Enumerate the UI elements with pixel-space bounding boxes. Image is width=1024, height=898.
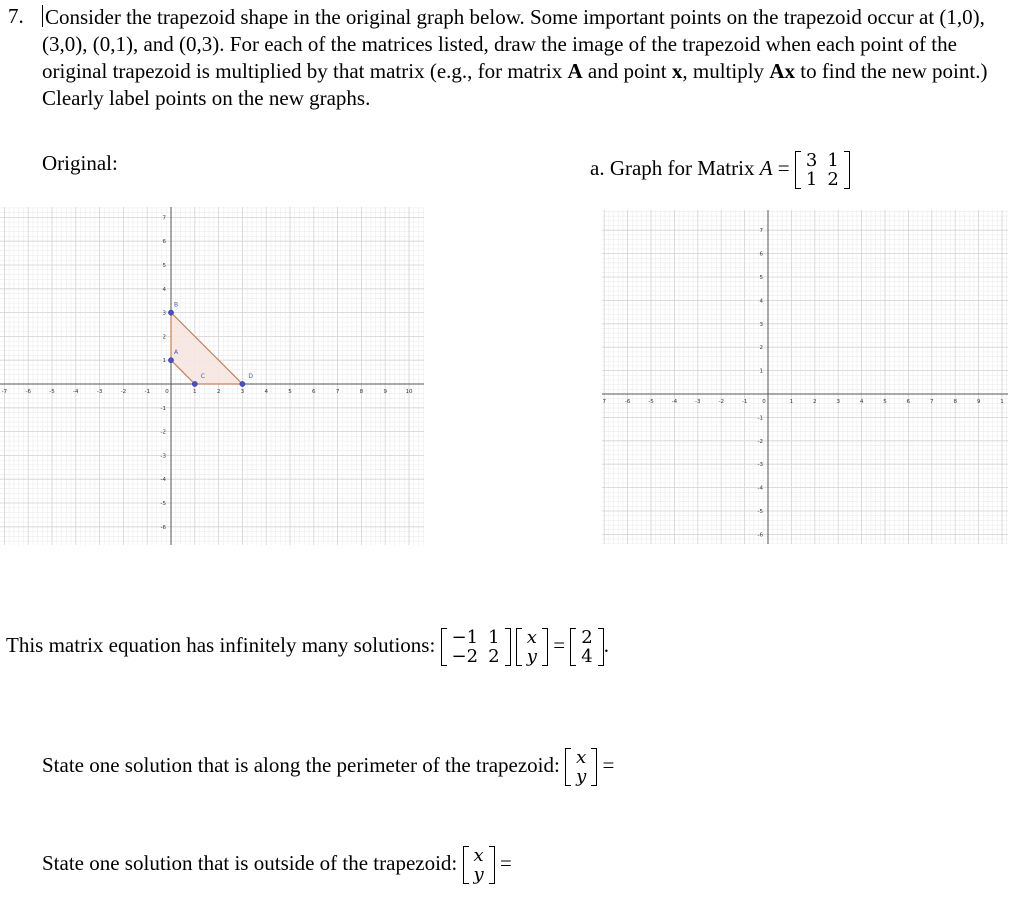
x-tick-label: -2 (120, 389, 127, 395)
coefficient-matrix (441, 628, 511, 666)
x-tick-label: -5 (648, 399, 654, 405)
x-tick-label: 5 (288, 389, 292, 395)
x-tick-label: 6 (312, 389, 316, 395)
y-tick-label: -3 (160, 453, 166, 460)
y-tick-label: 4 (162, 286, 166, 293)
x-tick-label: -1 (741, 399, 748, 405)
part-a-label: a. Graph for Matrix A = 3 1 1 2 (590, 151, 850, 189)
matrix-A-cell: 1 (827, 150, 839, 171)
coefficient-cell: −1 (451, 627, 479, 648)
matrix-A (795, 151, 850, 189)
y-tick-label: -1 (757, 415, 763, 422)
y-tick-label: -2 (160, 429, 166, 436)
matrix-equation-line: This matrix equation has infinitely many solutions: −1 1 −2 2 x y = 2 4 . (6, 627, 609, 667)
y-tick-label: -5 (757, 509, 763, 515)
x-tick-label: 7 (602, 399, 606, 405)
perimeter-solution-prompt: State one solution that is along the perimeter of the trapezoid: x y = (42, 747, 615, 787)
matrix-A-cell: 2 (827, 169, 839, 190)
x-tick-label: 9 (383, 389, 387, 395)
x-tick-label: 4 (264, 389, 268, 395)
y-tick-label: -2 (757, 438, 763, 445)
x-tick-label: 5 (883, 399, 887, 405)
part-a-graph[interactable] (602, 210, 1008, 544)
y-tick-label: -5 (160, 501, 166, 507)
x-tick-label: 6 (906, 399, 911, 405)
point-C (192, 381, 197, 386)
x-tick-label: 4 (859, 399, 864, 405)
point-label-C: C (200, 373, 206, 380)
y-tick-label: -4 (757, 485, 763, 492)
y-tick-label: -6 (160, 524, 166, 531)
y-tick-label: 1 (759, 368, 763, 375)
x-tick-label: -1 (144, 389, 150, 395)
x-tick-label: -4 (73, 389, 79, 395)
major-grid (602, 210, 1008, 544)
y-tick-label: -4 (160, 477, 166, 484)
original-graph (0, 207, 424, 545)
x-tick-label: 2 (813, 399, 817, 405)
x-tick-label: 8 (359, 389, 364, 395)
x-tick-label: 3 (836, 399, 840, 405)
x-tick-label: 1 (193, 389, 197, 395)
x-tick-label: -2 (718, 399, 724, 405)
point-label-A: A (174, 349, 179, 357)
question-number: 7. (8, 4, 24, 28)
x-tick-label: -6 (25, 389, 31, 395)
trapezoid-shape (171, 313, 242, 384)
coefficient-cell: 2 (488, 646, 500, 667)
y-tick-label: 4 (759, 298, 763, 305)
matrix-A-cell: 1 (805, 169, 818, 190)
x-tick-label: -3 (695, 399, 701, 405)
x-tick-label: 3 (240, 389, 245, 395)
x-tick-label: 0 (762, 399, 766, 405)
matrix-A-cell: 3 (805, 150, 818, 171)
y-tick-label: 2 (759, 345, 763, 352)
variable-vector: x y (516, 628, 548, 666)
x-tick-label: 1 (789, 399, 794, 405)
x-tick-label: 0 (165, 389, 169, 395)
point-B (168, 310, 173, 315)
minor-grid (602, 210, 1008, 544)
x-tick-label: -4 (671, 399, 678, 405)
x-tick-label: 10 (405, 389, 413, 395)
rhs-vector: 2 4 (570, 628, 603, 666)
x-tick-label: 7 (335, 389, 340, 395)
perimeter-vector: x y (565, 748, 597, 786)
outside-vector: x y (463, 846, 495, 884)
y-tick-label: 7 (759, 228, 763, 235)
y-tick-label: 5 (759, 275, 763, 281)
coefficient-cell: −2 (451, 646, 479, 667)
y-tick-label: 2 (162, 334, 166, 341)
x-tick-label: -3 (96, 389, 103, 395)
coefficient-cell: 1 (488, 627, 500, 648)
y-tick-label: 5 (162, 263, 166, 269)
x-tick-label: 1 (1000, 399, 1004, 405)
y-tick-label: 6 (162, 239, 166, 246)
y-tick-label: 7 (162, 215, 166, 222)
point-label-D: D (248, 373, 254, 380)
x-tick-label: 9 (976, 399, 981, 405)
y-tick-label: 3 (759, 321, 763, 328)
x-tick-label: -7 (1, 389, 8, 395)
y-tick-label: 1 (162, 358, 166, 365)
point-label-B: B (174, 301, 179, 309)
point-D (240, 381, 245, 386)
text-cursor (42, 5, 43, 27)
question-text: Consider the trapezoid shape in the original graph below. Some important points on the trapezoid occur at (1,0), (3,0), (0,1), and (0,3). For each of the matrices listed, draw the image of the trapezoid when each point of the original trapezoid is multiplied by that matrix (e.g., for matrix A and point x, multiply Ax to find the new point.) Clearly label points on the new graphs. (42, 5, 988, 110)
y-tick-label: -1 (160, 405, 166, 412)
y-tick-label: 3 (162, 310, 166, 317)
outside-solution-prompt: State one solution that is outside of the trapezoid: x y = (42, 845, 512, 885)
x-tick-label: 8 (953, 399, 957, 405)
x-tick-label: -6 (624, 399, 631, 405)
y-tick-label: -3 (757, 462, 763, 469)
y-tick-label: -6 (757, 532, 763, 539)
x-tick-label: 2 (216, 389, 221, 395)
x-tick-label: 7 (930, 399, 934, 405)
x-tick-label: -5 (49, 389, 55, 395)
y-tick-label: 6 (759, 251, 763, 258)
point-A (168, 358, 173, 363)
original-graph-label: Original: (42, 151, 118, 175)
